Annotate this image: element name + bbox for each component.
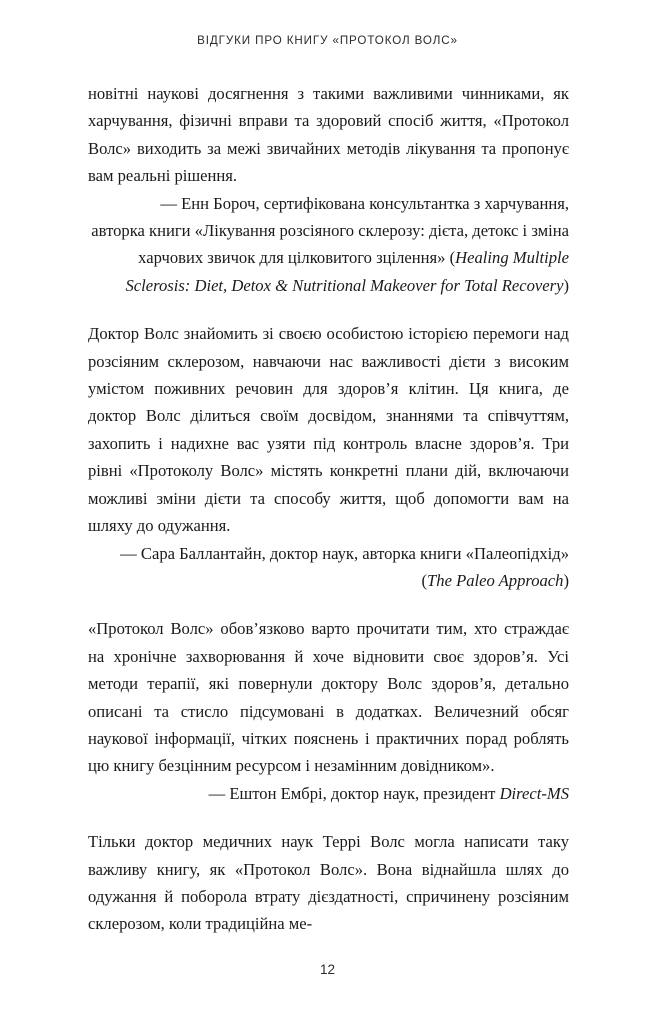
testimonial-attribution	[88, 540, 569, 595]
testimonial-body: новітні наукові досягнення з такими важливими чинниками, як харчування, фізичні вправи та здоровий спосіб життя, «Протокол Волс» виходить за межі звичайних методів лікування та пропонує вам реальні рішення.	[88, 84, 569, 186]
attribution-suffix: )	[563, 275, 569, 295]
testimonial-block	[88, 80, 569, 299]
testimonial-body: «Протокол Волс» обов’язково варто прочитати тим, хто страждає на хронічне захворювання й хоче відновити своє здоров’я. Усі методи терапії, які повернули доктору Волс здоров’я, детально описані та стисло підсумовані в додатках. Величезний обсяг наукової інформації, чітких пояснень і практичних порад роблять цю книгу безцінним ресурсом і незамінним довідником».	[88, 619, 569, 776]
attribution-title-italic: The Paleo Approach	[427, 570, 564, 590]
testimonial-body: Доктор Волс знайомить зі своєю особистою історією перемоги над розсіяним склерозом, навчаючи нас важливості дієти з високим умістом поживних речовин для здоров’я клітин. Ця книга, де доктор Волс ділиться своїм досвідом, знаннями та співчуттям, захопить і надихне вас узяти під контроль власне здоров’я. Три рівні «Протоколу Волс» містять конкретні плани дій, включаючи можливі зміни дієти та способу життя, щоб допомогти вам на шляху до одужання.	[88, 324, 569, 536]
attribution-title-italic: Healing Multiple Sclerosis: Diet, Detox & Nutritional Makeover for Total Recovery	[125, 248, 569, 295]
attribution-text: — Сара Баллантайн, доктор наук, авторка книги «Палеопідхід» (	[120, 543, 569, 590]
testimonial-attribution	[88, 190, 569, 300]
attribution-suffix: )	[563, 570, 569, 590]
testimonial-body: Тільки доктор медичних наук Террі Волс могла написати таку важливу книгу, як «Протокол Волс». Вона віднайшла шлях до одужання й поборола втрату дієздатності, спричинену розсіяним склерозом, коли традиційна ме-	[88, 832, 569, 934]
attribution-text: — Ештон Ембрі, доктор наук, президент	[208, 783, 500, 803]
text-column	[88, 80, 569, 938]
testimonial-block	[88, 828, 569, 938]
testimonial-attribution	[88, 780, 569, 807]
page-number: 12	[319, 962, 336, 977]
attribution-title-italic: Direct-MS	[499, 783, 569, 803]
testimonial-block	[88, 615, 569, 807]
running-head: ВІДГУКИ ПРО КНИГУ «ПРОТОКОЛ ВОЛС»	[197, 34, 458, 47]
attribution-text: — Енн Бороч, сертифікована консультантка з харчування, авторка книги «Лікування розсіяного склерозу: дієта, детокс і зміна харчових звичок для цілковитого зцілення» (	[91, 193, 569, 268]
testimonial-block	[88, 320, 569, 594]
